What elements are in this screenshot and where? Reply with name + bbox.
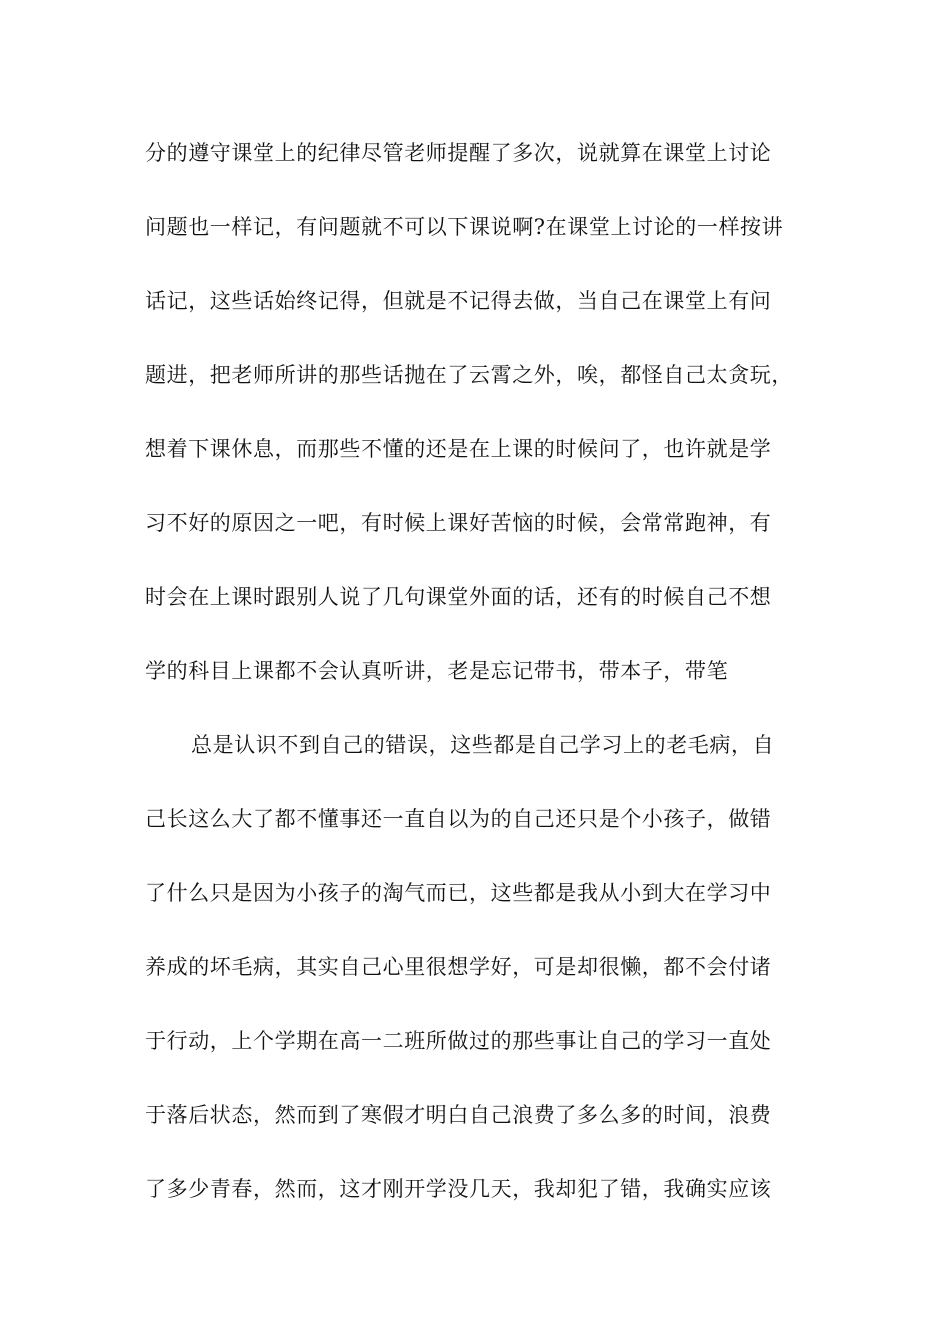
text-line: 于落后状态，然而到了寒假才明白自己浪费了多么多的时间，浪费: [145, 1103, 772, 1127]
text-line: 分的遵守课堂上的纪律尽管老师提醒了多次，说就算在课堂上讨论: [145, 141, 772, 165]
text-line: 题进，把老师所讲的那些话抛在了云霄之外，唉，都怪自己太贪玩，: [145, 363, 793, 387]
text-line: 习不好的原因之一吧，有时候上课好苦恼的时候，会常常跑神，有: [145, 511, 772, 535]
text-line: 于行动，上个学期在高一二班所做过的那些事让自己的学习一直处: [145, 1029, 772, 1053]
text-line: 想着下课休息，而那些不懂的还是在上课的时候问了，也许就是学: [145, 437, 772, 461]
text-line: 养成的坏毛病，其实自己心里很想学好，可是却很懒，都不会付诸: [145, 955, 772, 979]
text-line: 问题也一样记，有问题就不可以下课说啊?在课堂上讨论的一样按讲: [145, 215, 784, 239]
text-line: 学的科目上课都不会认真听讲，老是忘记带书，带本子，带笔: [145, 659, 729, 683]
text-line: 了多少青春，然而，这才刚开学没几天，我却犯了错，我确实应该: [145, 1177, 772, 1201]
text-line: 己长这么大了都不懂事还一直自以为的自己还只是个小孩子，做错: [145, 807, 772, 831]
text-line: 话记，这些话始终记得，但就是不记得去做，当自己在课堂上有问: [145, 289, 772, 313]
document-body: [145, 134, 835, 1244]
text-line: 时会在上课时跟别人说了几句课堂外面的话，还有的时候自己不想: [145, 585, 772, 609]
paragraph-start-line: 总是认识不到自己的错误，这些都是自己学习上的老毛病，自: [191, 733, 775, 757]
text-line: 了什么只是因为小孩子的淘气而已，这些都是我从小到大在学习中: [145, 881, 772, 905]
